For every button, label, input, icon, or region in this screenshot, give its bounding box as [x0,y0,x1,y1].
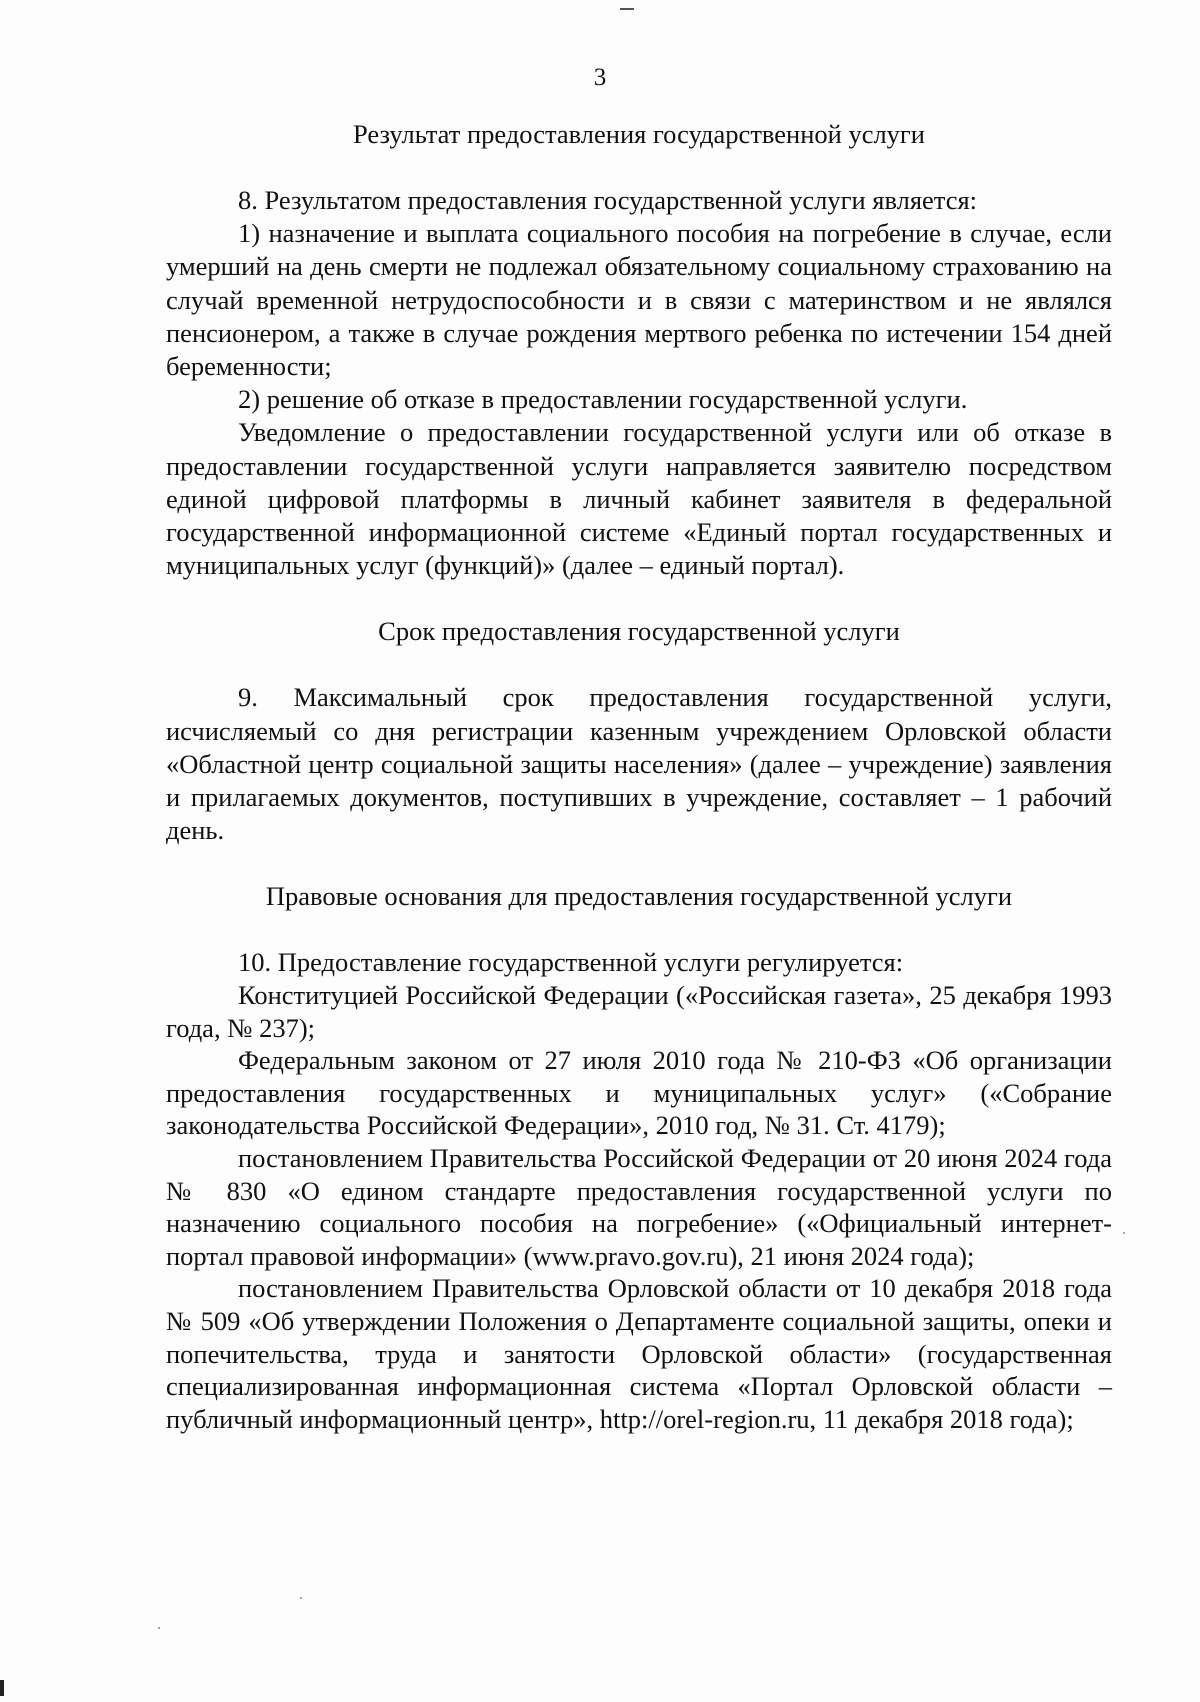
page-number: 3 [593,64,607,91]
paragraph: 2) решение об отказе в предоставлении государственной услуги. [238,384,968,415]
paragraph: 10. Предоставление государственной услуги регулируется: [238,947,904,978]
scan-mark [620,8,634,10]
document-body [166,118,1112,1435]
paragraph: 1) назначение и выплата социального пособия на погребение в случае, если умерший на день смерти не подлежал обязательному социальному страхованию на случай временной нетрудоспособности и в связи с материнством и не являлся пенсионером, а также в случае рождения мертвого ребенка по истечении 154 дней беременности; [166,218,1112,382]
paragraph: постановлением Правительства Российской Федерации от 20 июня 2024 года № 830 «О едином стандарте предоставления государственной услуги по назначению социального пособия на погребение» («Официальный интернет-портал правовой информации» (www.pravo.gov.ru), 21 июня 2024 года); [166,1143,1112,1271]
paragraph: 8. Результатом предоставления государственной услуги является: [238,185,978,215]
scan-edge-mark [0,1680,4,1696]
section-heading-legal-basis: Правовые основания для предоставления государственной услуги [265,881,1013,912]
paragraph: постановлением Правительства Орловской области от 10 декабря 2018 года № 509 «Об утверждении Положения о Департаменте социальной защиты, опеки и попечительства, труда и занятости Орловской области» (государственная специализированная информационная система «Портал Орловской области – публичный информационный центр», http://orel-region.ru, 11 декабря 2018 года); [166,1273,1112,1434]
scan-speck [158,1627,160,1629]
paragraph: Уведомление о предоставлении государственной услуги или об отказе в предоставлении государственной услуги направляется заявителю посредством единой цифровой платформы в личный кабинет заявителя в федеральной государственной информационной системе «Единый портал государственных и муниципальных услуг (функций)» (далее – единый портал). [166,417,1112,581]
paragraph: Конституцией Российской Федерации («Российская газета», 25 декабря 1993 года, № 237); [166,980,1112,1043]
scan-speck [1123,1232,1125,1234]
paragraph: Федеральным законом от 27 июля 2010 года № 210-ФЗ «Об организации предоставления государственных и муниципальных услуг» («Собрание законодательства Российской Федерации», 2010 год, № 31. Ст. 4179); [166,1045,1112,1141]
section-heading-result: Результат предоставления государственной услуги [353,119,925,149]
section-heading-term: Срок предоставления государственной услуги [378,616,900,647]
paragraph: 9. Максимальный срок предоставления государственной услуги, исчисляемый со дня регистрации казенным учреждением Орловской области «Областной центр социальной защиты населения» (далее – учреждение) заявления и прилагаемых документов, поступивших в учреждение, составляет – 1 рабочий день. [166,682,1112,846]
scan-speck [300,1597,302,1599]
